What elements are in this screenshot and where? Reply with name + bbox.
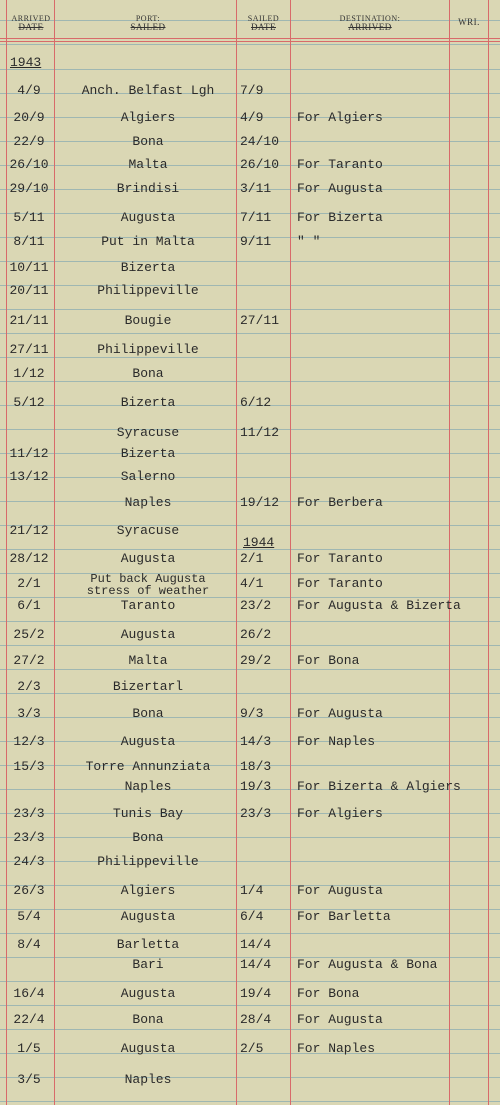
sailed-date: 18/3 bbox=[240, 759, 272, 774]
destination: For Taranto bbox=[297, 157, 383, 172]
destination: For Bona bbox=[297, 653, 360, 668]
port-name: Taranto bbox=[120, 598, 176, 613]
port-name: Bizertarl bbox=[112, 679, 184, 694]
destination: For Augusta & Bizerta bbox=[297, 598, 461, 613]
arrived-date: 23/3 bbox=[13, 806, 45, 821]
port-name: Salerno bbox=[120, 469, 176, 484]
sailed-header bbox=[237, 14, 290, 32]
arrived-date: 3/3 bbox=[17, 706, 41, 721]
arrived-date: 22/9 bbox=[13, 134, 45, 149]
destination: For Taranto bbox=[297, 551, 383, 566]
port-name: Augusta bbox=[120, 551, 176, 566]
arrived-date: 2/3 bbox=[17, 679, 41, 694]
arrived-date: 1/12 bbox=[13, 366, 45, 381]
destination: For Taranto bbox=[297, 576, 383, 591]
port-name: Anch. Belfast Lgh bbox=[81, 83, 215, 98]
sailed-date: 4/1 bbox=[240, 576, 264, 591]
port-name: Malta bbox=[128, 157, 168, 172]
port-name: Bona bbox=[132, 366, 164, 381]
destination: For Bona bbox=[297, 986, 360, 1001]
header-rule bbox=[0, 38, 500, 39]
port-name: Malta bbox=[128, 653, 168, 668]
sailed-date: 1/4 bbox=[240, 883, 264, 898]
sailed-date: 23/3 bbox=[240, 806, 272, 821]
column-rule bbox=[236, 0, 237, 1105]
sailed-date: 6/12 bbox=[240, 395, 272, 410]
destination: For Augusta bbox=[297, 706, 383, 721]
arrived-date: 10/11 bbox=[9, 260, 49, 275]
arrived-date: 20/9 bbox=[13, 110, 45, 125]
wri-header: WRI. bbox=[458, 17, 480, 27]
sailed-date: 19/4 bbox=[240, 986, 272, 1001]
port-name bbox=[60, 573, 236, 597]
sailed-date: 19/3 bbox=[240, 779, 272, 794]
destination: For Bizerta & Algiers bbox=[297, 779, 461, 794]
arrived-date: 26/10 bbox=[9, 157, 49, 172]
destination: For Algiers bbox=[297, 110, 383, 125]
port-name: Algiers bbox=[120, 883, 176, 898]
port-header-label: PORT: bbox=[135, 14, 161, 23]
port-header-sub: SAILED bbox=[130, 22, 166, 32]
arrived-date: 26/3 bbox=[13, 883, 45, 898]
arrived-date: 3/5 bbox=[17, 1072, 41, 1087]
arrived-date: 8/4 bbox=[17, 937, 41, 952]
destination: For Augusta bbox=[297, 1012, 383, 1027]
ledger-header bbox=[0, 0, 500, 44]
port-name: Torre Annunziata bbox=[85, 759, 211, 774]
arrived-date: 27/2 bbox=[13, 653, 45, 668]
sailed-date: 23/2 bbox=[240, 598, 272, 613]
sailed-date: 11/12 bbox=[240, 425, 280, 440]
arrived-date: 22/4 bbox=[13, 1012, 45, 1027]
port-name: Augusta bbox=[120, 734, 176, 749]
port-name: Augusta bbox=[120, 986, 176, 1001]
destination: For Augusta bbox=[297, 883, 383, 898]
port-header bbox=[60, 14, 236, 32]
arrived-date: 5/4 bbox=[17, 909, 41, 924]
arrived-date: 4/9 bbox=[17, 83, 41, 98]
arrived-date: 12/3 bbox=[13, 734, 45, 749]
arrived-date: 24/3 bbox=[13, 854, 45, 869]
sailed-header-sub: DATE bbox=[251, 22, 276, 32]
port-name: Put in Malta bbox=[101, 234, 195, 249]
arrived-date: 25/2 bbox=[13, 627, 45, 642]
port-name: Brindisi bbox=[116, 181, 180, 196]
arrived-header-label: ARRIVED bbox=[11, 14, 51, 23]
destination: " " bbox=[297, 234, 321, 249]
arrived-header-sub: DATE bbox=[18, 22, 44, 32]
sailed-date: 2/1 bbox=[240, 551, 264, 566]
sailed-date: 26/10 bbox=[240, 157, 280, 172]
port-name: Syracuse bbox=[116, 425, 180, 440]
destination: For Augusta bbox=[297, 181, 383, 196]
port-name: Bona bbox=[132, 1012, 164, 1027]
port-name: Augusta bbox=[120, 210, 176, 225]
port-name: Bari bbox=[132, 957, 164, 972]
port-name: Bona bbox=[132, 134, 164, 149]
sailed-date: 19/12 bbox=[240, 495, 280, 510]
arrived-date: 23/3 bbox=[13, 830, 45, 845]
destination: For Bizerta bbox=[297, 210, 383, 225]
arrived-date: 21/12 bbox=[9, 523, 49, 538]
arrived-date: 20/11 bbox=[9, 283, 49, 298]
destination: For Algiers bbox=[297, 806, 383, 821]
arrived-date: 11/12 bbox=[9, 446, 49, 461]
column-rule bbox=[290, 0, 291, 1105]
sailed-date: 9/11 bbox=[240, 234, 272, 249]
destination: For Naples bbox=[297, 734, 376, 749]
sailed-date: 7/9 bbox=[240, 83, 264, 98]
destination-header-sub: ARRIVED bbox=[348, 22, 392, 32]
destination: For Augusta & Bona bbox=[297, 957, 438, 972]
port-name: Bona bbox=[132, 706, 164, 721]
arrived-date: 1/5 bbox=[17, 1041, 41, 1056]
sailed-date: 24/10 bbox=[240, 134, 280, 149]
sailed-date: 3/11 bbox=[240, 181, 272, 196]
arrived-date: 28/12 bbox=[9, 551, 49, 566]
header-rule bbox=[0, 41, 500, 42]
port-name: Naples bbox=[124, 1072, 172, 1087]
sailed-date: 4/9 bbox=[240, 110, 264, 125]
port-name: Barletta bbox=[116, 937, 180, 952]
destination: For Naples bbox=[297, 1041, 376, 1056]
sailed-date: 28/4 bbox=[240, 1012, 272, 1027]
arrived-header bbox=[8, 14, 54, 32]
destination-header bbox=[291, 14, 449, 32]
port-name: Bizerta bbox=[120, 446, 176, 461]
port-name-line2: stress of weather bbox=[86, 584, 210, 598]
port-name: Bizerta bbox=[120, 260, 176, 275]
port-name: Philippeville bbox=[97, 283, 199, 298]
arrived-date: 15/3 bbox=[13, 759, 45, 774]
arrived-date: 5/12 bbox=[13, 395, 45, 410]
sailed-date: 14/4 bbox=[240, 937, 272, 952]
port-name: Naples bbox=[124, 779, 172, 794]
sailed-date: 26/2 bbox=[240, 627, 272, 642]
arrived-date: 27/11 bbox=[9, 342, 49, 357]
arrived-date: 29/10 bbox=[9, 181, 49, 196]
port-name-line1: Put back Augusta bbox=[90, 572, 206, 586]
arrived-date: 6/1 bbox=[17, 598, 41, 613]
arrived-date: 21/11 bbox=[9, 313, 49, 328]
port-name: Augusta bbox=[120, 1041, 176, 1056]
sailed-date: 14/4 bbox=[240, 957, 272, 972]
port-name: Naples bbox=[124, 495, 172, 510]
port-name: Augusta bbox=[120, 909, 176, 924]
sailed-date: 6/4 bbox=[240, 909, 264, 924]
destination: For Berbera bbox=[297, 495, 383, 510]
sailed-date: 27/11 bbox=[240, 313, 280, 328]
sailed-date: 2/5 bbox=[240, 1041, 264, 1056]
port-name: Algiers bbox=[120, 110, 176, 125]
port-name: Augusta bbox=[120, 627, 176, 642]
port-name: Bougie bbox=[124, 313, 172, 328]
port-name: Philippeville bbox=[97, 342, 199, 357]
port-name: Philippeville bbox=[97, 854, 199, 869]
arrived-date: 16/4 bbox=[13, 986, 45, 1001]
year-label-1944: 1944 bbox=[243, 535, 275, 550]
port-name: Syracuse bbox=[116, 523, 180, 538]
sailed-date: 14/3 bbox=[240, 734, 272, 749]
sailed-date: 29/2 bbox=[240, 653, 272, 668]
sailed-date: 9/3 bbox=[240, 706, 264, 721]
arrived-date: 13/12 bbox=[9, 469, 49, 484]
port-name: Bona bbox=[132, 830, 164, 845]
port-name: Bizerta bbox=[120, 395, 176, 410]
sailed-date: 7/11 bbox=[240, 210, 272, 225]
destination: For Barletta bbox=[297, 909, 391, 924]
arrived-date: 2/1 bbox=[17, 576, 41, 591]
port-name: Tunis Bay bbox=[112, 806, 184, 821]
arrived-date: 8/11 bbox=[13, 234, 45, 249]
year-label-1943: 1943 bbox=[10, 55, 42, 70]
arrived-date: 5/11 bbox=[13, 210, 45, 225]
sailed-header-label: SAILED bbox=[247, 14, 280, 23]
destination-header-label: DESTINATION: bbox=[339, 14, 401, 23]
